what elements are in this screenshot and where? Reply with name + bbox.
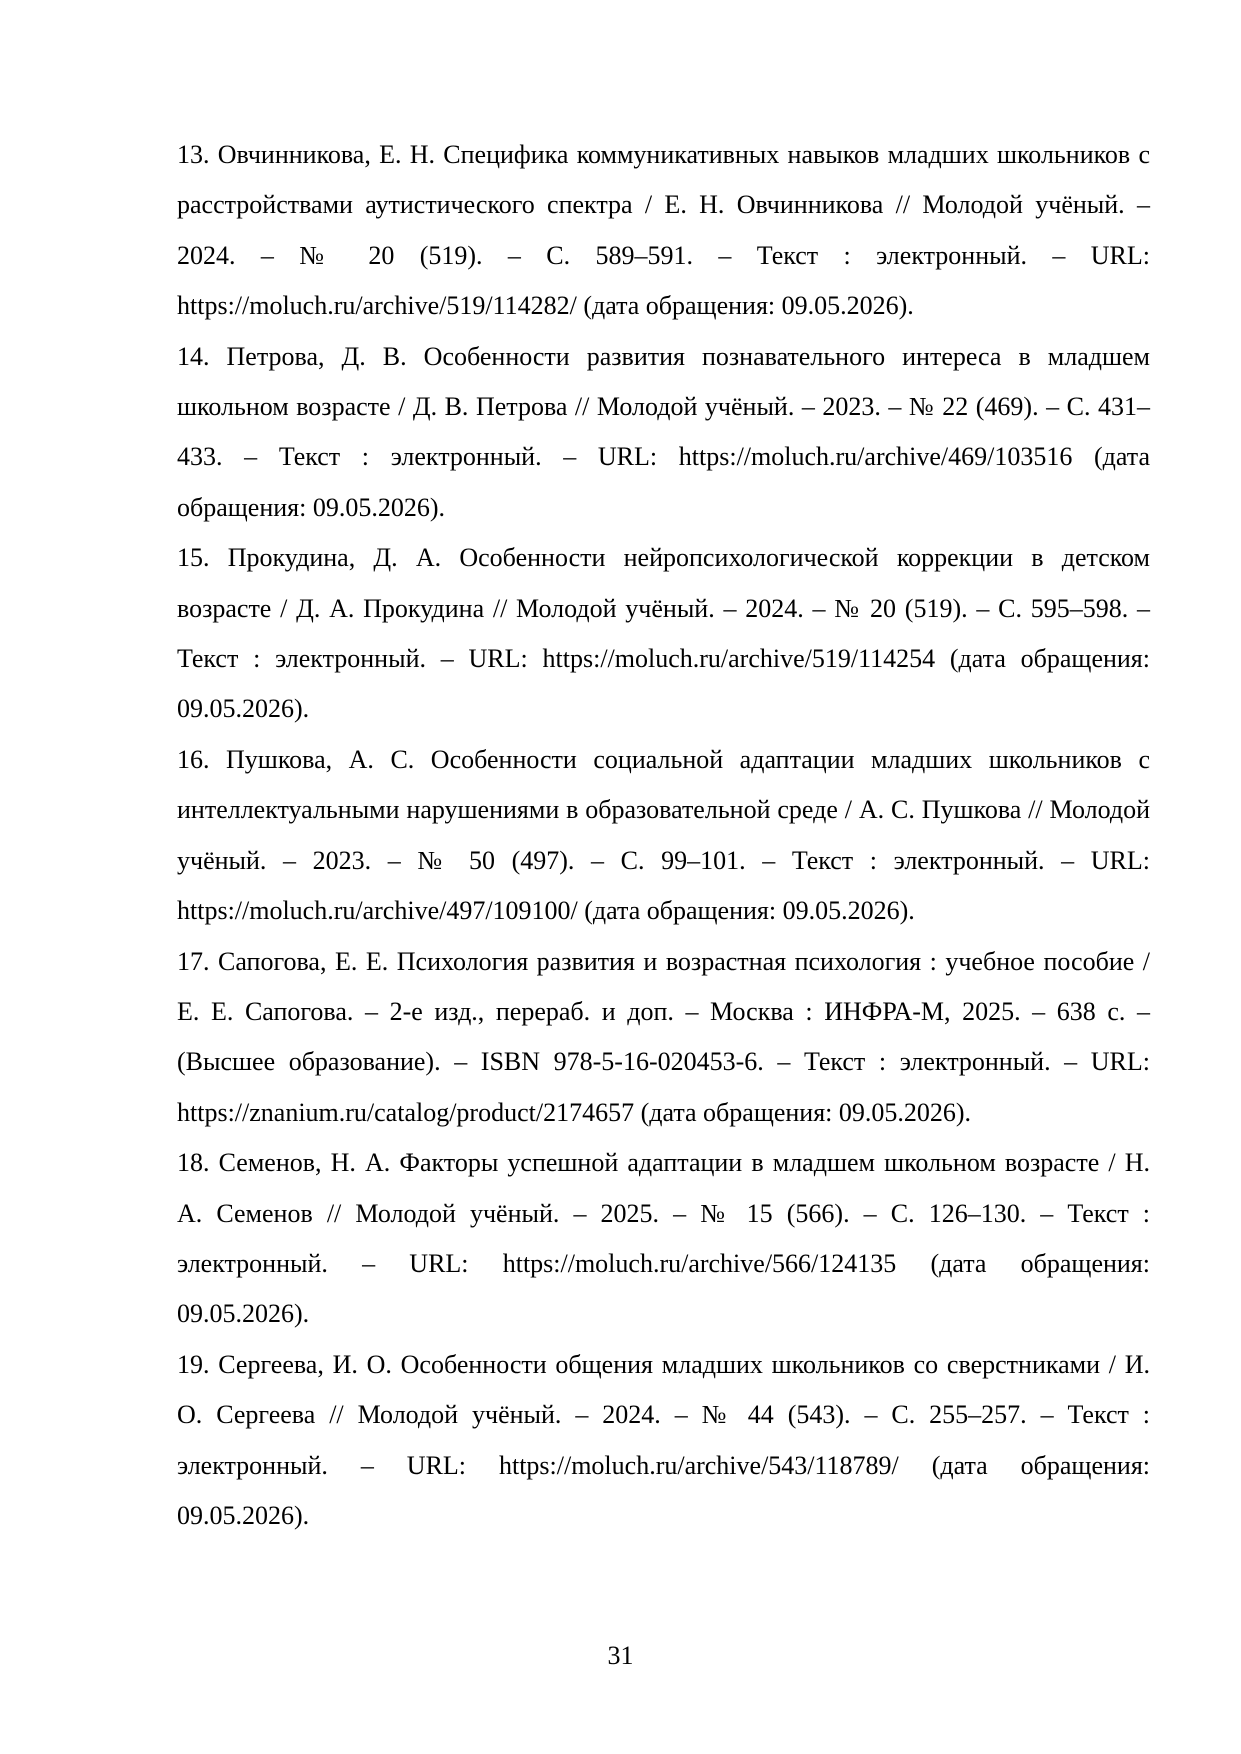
reference-item-18 (177, 1138, 1150, 1340)
reference-number: 15. (177, 543, 210, 573)
reference-text: Пушкова, А. С. Особенности социальной адаптации младших школьников с интеллектуальными нарушениями в образовательной среде / А. С. Пушкова // Молодой учёный. – 2023. – № 50 (497). – С. 99–101. – Текст : электронный. – URL: https://moluch.ru/archive/497/109100/ (дата обращения: 09.05.2026). (177, 744, 1151, 926)
page-number: 31 (607, 1641, 634, 1670)
reference-number: 14. (177, 341, 210, 371)
reference-item-14 (177, 332, 1150, 534)
reference-text: Сапогова, Е. Е. Психология развития и возрастная психология : учебное пособие / Е. Е. Сапогова. – 2-е изд., перераб. и доп. – Москва : ИНФРА-М, 2025. – 638 с. – (Высшее образование). – ISBN 978-5-16-020453-6. – Текст : электронный. – URL: https://znanium.ru/catalog/product/2174657 (дата обращения: 09.05.2026). (177, 946, 1151, 1127)
reference-number: 17. (177, 946, 210, 976)
reference-number: 19. (177, 1349, 210, 1379)
reference-text: Сергеева, И. О. Особенности общения младших школьников со сверстниками / И. О. Сергеева // Молодой учёный. – 2024. – № 44 (543). – С. 255–257. – Текст : электронный. – URL: https://moluch.ru/archive/543/118789/ (дата обращения: 09.05.2026). (177, 1349, 1151, 1530)
reference-item-19 (177, 1340, 1150, 1542)
reference-item-13 (177, 130, 1150, 332)
reference-number: 13. (177, 140, 210, 169)
reference-item-15 (177, 533, 1150, 735)
reference-text: Прокудина, Д. А. Особенности нейропсихологической коррекции в детском возрасте / Д. А. Прокудина // Молодой учёный. – 2024. – № 20 (519). – С. 595–598. – Текст : электронный. – URL: https://moluch.ru/archive/519/114254 (дата обращения: 09.05.2026). (177, 543, 1150, 724)
reference-text: Петрова, Д. В. Особенности развития познавательного интереса в младшем школьном возрасте / Д. В. Петрова // Молодой учёный. – 2023. – № 22 (469). – С. 431–433. – Текст : электронный. – URL: https://moluch.ru/archive/469/103516 (дата обращения: 09.05.2026). (177, 341, 1150, 522)
reference-item-17 (177, 937, 1150, 1139)
reference-number: 16. (177, 744, 210, 774)
reference-text: Семенов, Н. А. Факторы успешной адаптации в младшем школьном возрасте / Н. А. Семенов // Молодой учёный. – 2025. – № 15 (566). – С. 126–130. – Текст : электронный. – URL: https://moluch.ru/archive/566/124135 (дата обращения: 09.05.2026). (177, 1148, 1150, 1329)
reference-list (177, 130, 1150, 1541)
reference-item-16 (177, 735, 1150, 937)
reference-number: 18. (177, 1148, 210, 1178)
reference-text: Овчинникова, Е. Н. Специфика коммуникативных навыков младших школьников с расстройствами аутистического спектра / Е. Н. Овчинникова // Молодой учёный. – 2024. – № 20 (519). – С. 589–591. – Текст : электронный. – URL: https://moluch.ru/archive/519/114282/ (дата обращения: 09.05.2026). (177, 140, 1150, 321)
